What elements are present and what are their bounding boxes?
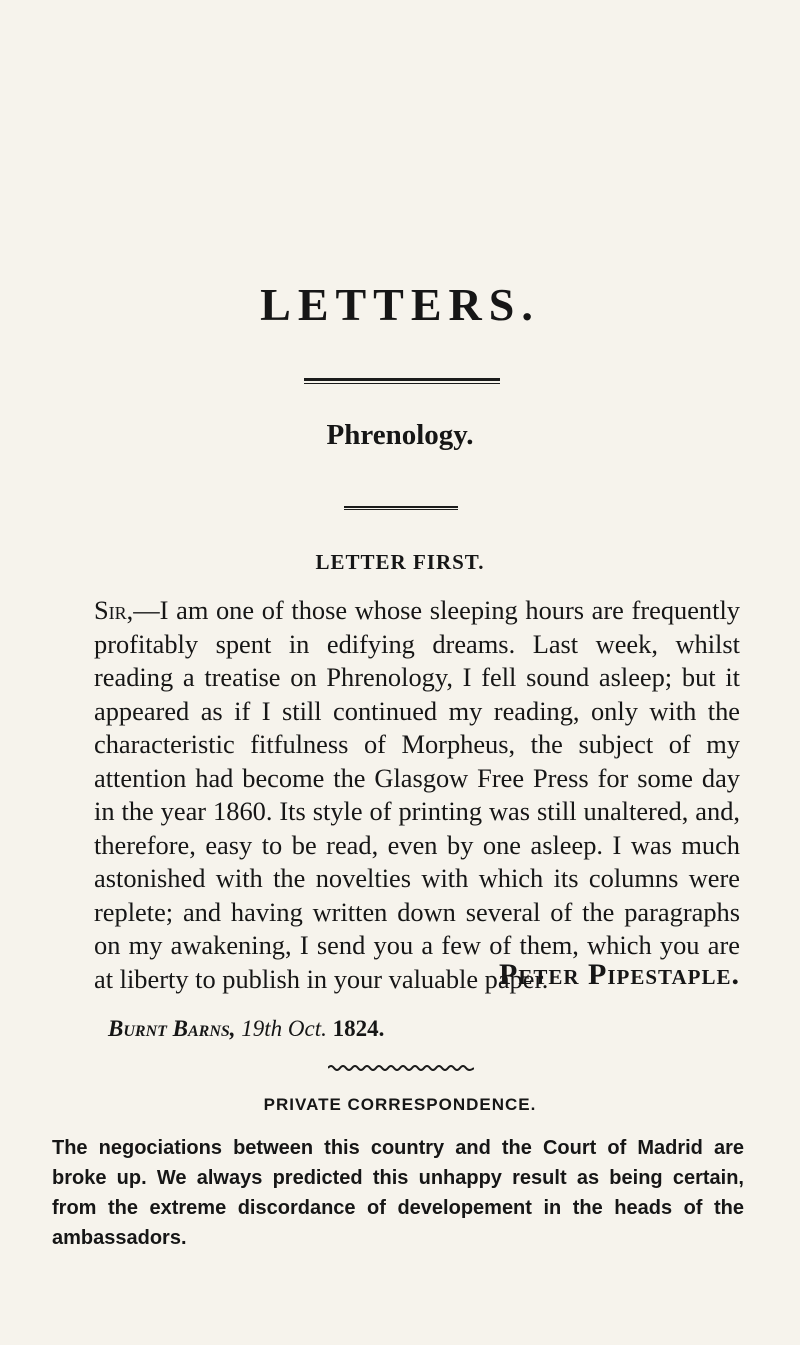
dateline-day: 19th Oct. <box>241 1016 327 1041</box>
subject-title: Phrenology. <box>326 419 474 451</box>
letter-salutation: Sir, <box>94 595 134 625</box>
letter-signature: Peter Pipestaple. <box>499 958 740 991</box>
subject-rule <box>344 506 458 510</box>
dateline-year: 1824. <box>332 1016 385 1041</box>
section-body: The negociations between this country and the Court of Madrid are broke up. We always predicted this unhappy result as being certain, from the extreme discordance of developement in the heads of the ambassadors. <box>52 1137 744 1249</box>
letter-body <box>94 594 740 996</box>
title-rule <box>304 378 500 384</box>
section-heading: PRIVATE CORRESPONDENCE. <box>263 1095 537 1114</box>
dateline-place: Burnt Barns, <box>108 1016 236 1041</box>
letter-text: —I am one of those whose sleeping hours are frequently profitably spent in edifying dreams. Last week, whilst reading a treatise on Phrenology, I fell sound asleep; but it appeared as if I still continued my reading, only with the characteristic fitfulness of Morpheus, the subject of my attention had become the Glasgow Free Press for some day in the year 1860. Its style of printing was still unaltered, and, therefore, easy to be read, even by one asleep. I was much astonished with the novelties with which its columns were replete; and having written down several of the paragraphs on my awakening, I send you a few of them, which you are at liberty to publish in your valuable paper. <box>94 595 740 994</box>
letter-heading: LETTER FIRST. <box>315 550 485 574</box>
wavy-divider <box>328 1063 474 1073</box>
page-title: LETTERS. <box>260 279 540 330</box>
letter-dateline <box>108 1016 384 1042</box>
